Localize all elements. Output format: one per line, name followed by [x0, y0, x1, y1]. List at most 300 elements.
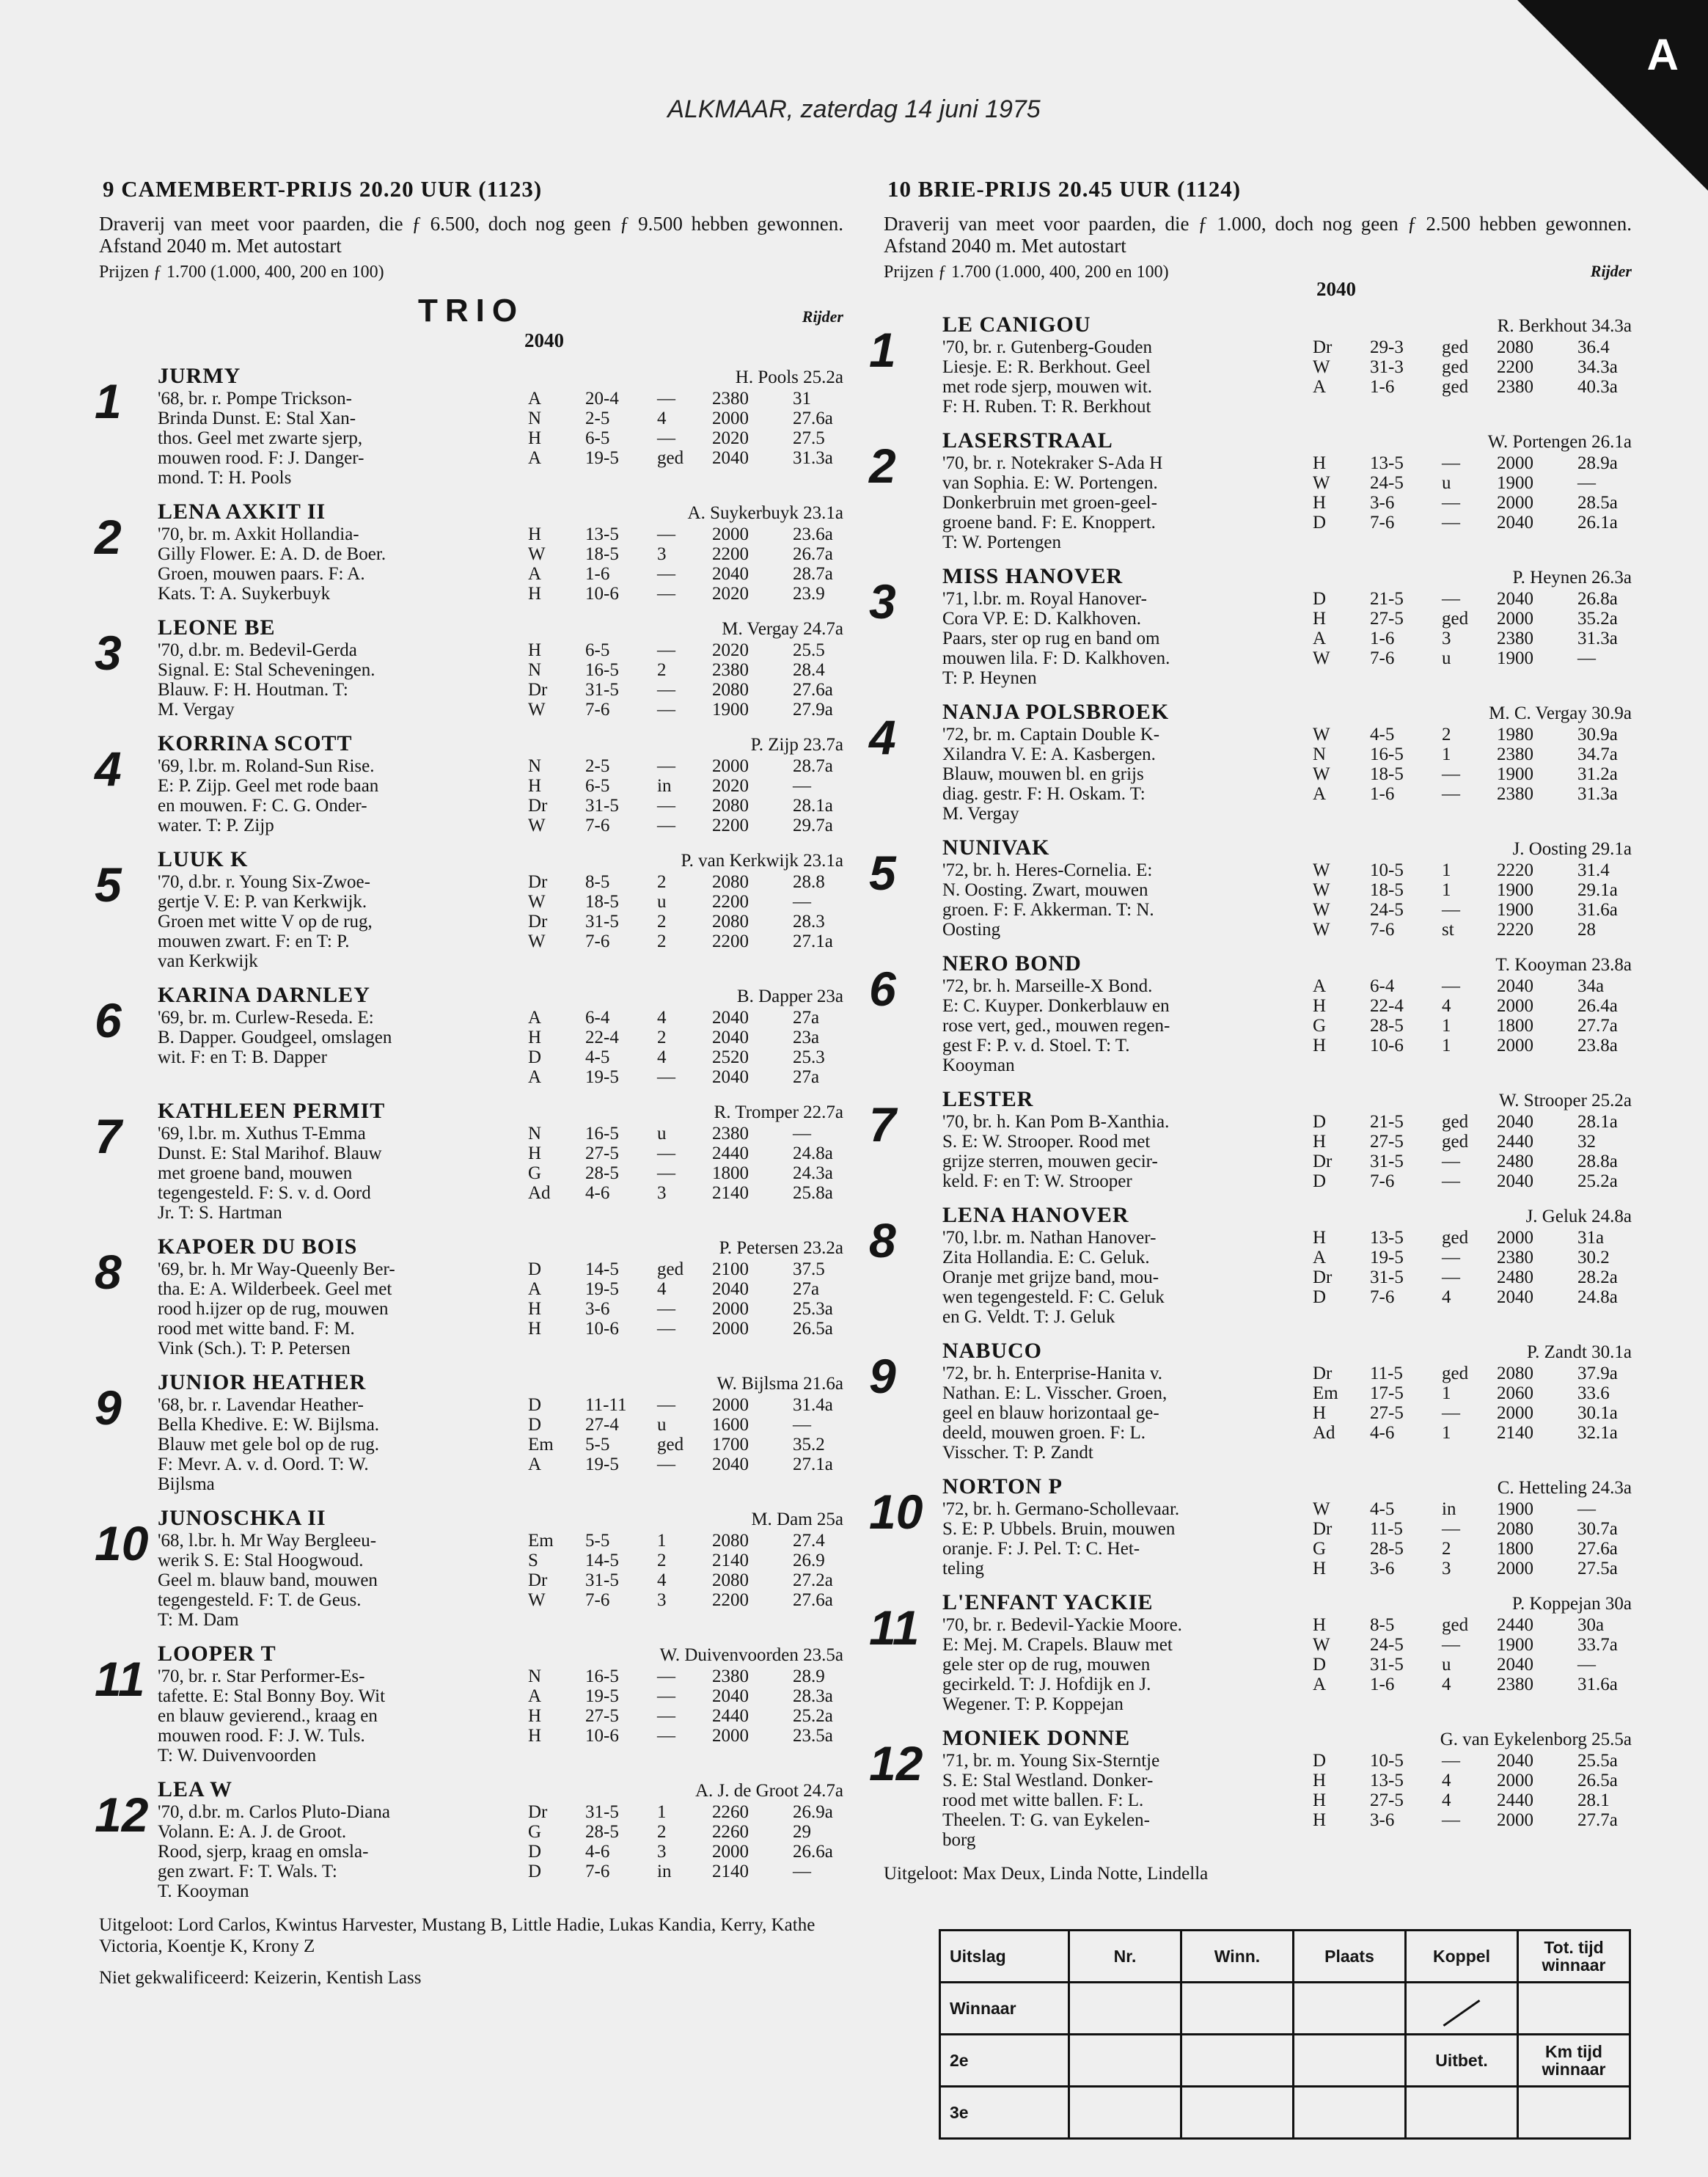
start-number: 1 [869, 323, 896, 377]
performance-cell: 2040 [712, 1279, 749, 1299]
performance-cell: D [528, 1862, 542, 1881]
performance-row [1313, 1132, 1632, 1152]
performance-cell: 35.2 [793, 1435, 825, 1455]
performance-cell: 10-6 [1370, 1036, 1404, 1055]
performance-row [528, 1319, 843, 1339]
performance-row [528, 640, 843, 660]
performance-row [1313, 1615, 1632, 1635]
performance-row [1313, 976, 1632, 996]
rider-record: P. Petersen 23.2a [719, 1238, 843, 1258]
performance-cell: W [528, 892, 546, 912]
info-line: Kats. T: A. Suykerbuyk [158, 584, 331, 604]
performance-cell: W [1313, 880, 1330, 900]
performance-cell: 28.1a [1577, 1112, 1618, 1132]
performance-cell: 28-5 [585, 1822, 619, 1842]
info-line: T. Kooyman [158, 1881, 249, 1901]
performance-cell: 28.3a [793, 1686, 833, 1706]
performance-cell: 4-5 [1370, 725, 1395, 744]
info-line: B. Dapper. Goudgeel, omslagen [158, 1028, 392, 1047]
performance-cell: 2040 [712, 448, 749, 468]
koppel-header: Koppel [1406, 1931, 1518, 1983]
performance-list [1313, 1228, 1632, 1327]
performance-row [528, 584, 843, 604]
horse-name: KAPOER DU BOIS [158, 1234, 358, 1259]
performance-cell: — [1442, 764, 1460, 784]
info-line: tafette. E: Stal Bonny Boy. Wit [158, 1686, 386, 1706]
plaats-header: Plaats [1294, 1931, 1406, 1983]
performance-cell: H [528, 1028, 542, 1047]
info-line: '69, l.br. m. Roland-Sun Rise. [158, 756, 375, 776]
performance-cell: W [1313, 1499, 1330, 1519]
performance-cell: H [528, 1319, 542, 1339]
performance-cell: 27-5 [1370, 1403, 1404, 1423]
performance-row [1313, 1383, 1632, 1403]
performance-row [528, 1706, 843, 1726]
result-cell[interactable] [1406, 2087, 1518, 2139]
performance-cell: 2200 [1497, 357, 1533, 377]
info-line: T: W. Duivenvoorden [158, 1746, 317, 1766]
performance-cell: — [1442, 1267, 1460, 1287]
performance-row [528, 1028, 843, 1047]
horse-entry [95, 1099, 843, 1223]
horse-entry [95, 1642, 843, 1766]
performance-cell: 21-5 [1370, 1112, 1404, 1132]
performance-cell: 2 [657, 1551, 667, 1570]
performance-cell: 27.7a [1577, 1810, 1618, 1830]
performance-list [1313, 589, 1632, 688]
performance-cell: 3-6 [1370, 493, 1395, 513]
start-number: 4 [869, 710, 896, 764]
performance-row [528, 660, 843, 680]
performance-cell: 2 [657, 872, 667, 892]
start-number: 7 [95, 1109, 122, 1163]
performance-cell: — [657, 816, 675, 835]
info-line: Paars, ster op rug en band om [942, 629, 1160, 648]
performance-cell: 13-5 [1370, 1771, 1404, 1790]
performance-cell: 2080 [1497, 1519, 1533, 1539]
result-cell[interactable] [1181, 1983, 1294, 2035]
horse-entry [869, 312, 1632, 417]
race-prizes: Prijzen ƒ 1.700 (1.000, 400, 200 en 100) [99, 263, 384, 282]
performance-cell: W [1313, 860, 1330, 880]
horse-entry [869, 428, 1632, 552]
start-number: 2 [869, 439, 896, 493]
info-line: groen. F: F. Akkerman. T: N. [942, 900, 1154, 920]
performance-cell: A [528, 564, 542, 584]
info-line: gest F: P. v. d. Stoel. T: T. [942, 1036, 1130, 1055]
info-line: '70, br. h. Kan Pom B-Xanthia. [942, 1112, 1170, 1132]
result-cell[interactable] [1518, 2087, 1630, 2139]
distance-label: 2040 [1316, 278, 1356, 300]
rider-record: H. Pools 25.2a [735, 367, 843, 387]
performance-cell: Dr [528, 796, 548, 816]
entry-header [942, 951, 1632, 976]
performance-cell: 2000 [1497, 1810, 1533, 1830]
performance-row [1313, 880, 1632, 900]
performance-row [528, 564, 843, 584]
horse-info [158, 1802, 528, 1901]
info-line: van Sophia. E: W. Portengen. [942, 473, 1158, 493]
performance-list [1313, 1499, 1632, 1578]
performance-cell: 2040 [712, 1028, 749, 1047]
info-line: '72, br. m. Captain Double K- [942, 725, 1160, 744]
performance-cell: 2260 [712, 1822, 749, 1842]
performance-cell: 2440 [1497, 1132, 1533, 1152]
info-line: Gilly Flower. E: A. D. de Boer. [158, 544, 386, 564]
result-cell[interactable] [1069, 2035, 1181, 2087]
performance-cell: 2140 [712, 1862, 749, 1881]
performance-cell: — [793, 1124, 811, 1144]
performance-cell: u [1442, 648, 1451, 668]
performance-cell: H [1313, 1559, 1327, 1578]
entry-body [158, 756, 843, 835]
performance-cell: 11-11 [585, 1395, 627, 1415]
performance-row [528, 1259, 843, 1279]
performance-cell: 1800 [1497, 1016, 1533, 1036]
performance-cell: 1-6 [1370, 377, 1395, 397]
horse-info [942, 1499, 1313, 1578]
performance-cell: 26.1a [1577, 513, 1618, 533]
horse-info [942, 1615, 1313, 1714]
horse-name: NUNIVAK [942, 835, 1050, 860]
performance-cell: 2440 [712, 1706, 749, 1726]
performance-row [1313, 764, 1632, 784]
performance-cell: 1 [657, 1531, 667, 1551]
performance-cell: 2 [1442, 1539, 1451, 1559]
performance-cell: 19-5 [585, 1686, 619, 1706]
info-line: Brinda Dunst. E: Stal Xan- [158, 409, 356, 428]
performance-cell: A [1313, 784, 1327, 804]
performance-row [528, 1726, 843, 1746]
performance-cell: 27.6a [1577, 1539, 1618, 1559]
performance-cell: 7-6 [585, 1590, 610, 1610]
performance-cell: ged [657, 448, 684, 468]
performance-cell: 2000 [1497, 1228, 1533, 1248]
result-cell[interactable] [1181, 2087, 1294, 2139]
performance-cell: 28.8a [1577, 1152, 1618, 1171]
performance-row [528, 872, 843, 892]
performance-cell: 25.5 [793, 640, 825, 660]
info-line: S. E: Stal Westland. Donker- [942, 1771, 1154, 1790]
rider-record: M. C. Vergay 30.9a [1489, 703, 1632, 723]
performance-cell: — [657, 1666, 675, 1686]
performance-cell: — [1442, 1171, 1460, 1191]
performance-cell: 26.7a [793, 544, 833, 564]
uitgeloot-note: Uitgeloot: Max Deux, Linda Notte, Lindella [884, 1864, 1209, 1884]
performance-cell: 4-6 [585, 1842, 610, 1862]
performance-cell: 28.2a [1577, 1267, 1618, 1287]
performance-cell: N [528, 756, 542, 776]
performance-cell: 31.3a [1577, 629, 1618, 648]
result-cell[interactable] [1294, 2035, 1406, 2087]
entry-body [158, 1666, 843, 1766]
result-cell[interactable] [1294, 2087, 1406, 2139]
performance-cell: W [1313, 357, 1330, 377]
info-line: '71, br. m. Young Six-Sterntje [942, 1751, 1160, 1771]
performance-row [1313, 377, 1632, 397]
performance-cell: Em [528, 1435, 554, 1455]
performance-cell: 23.8a [1577, 1036, 1618, 1055]
info-line: mouwen rood. F: J. W. Tuls. [158, 1726, 365, 1746]
performance-cell: 2000 [712, 1299, 749, 1319]
performance-cell: 2100 [712, 1259, 749, 1279]
rider-record: A. Suykerbuyk 23.1a [687, 503, 843, 523]
performance-cell: 2520 [712, 1047, 749, 1067]
entry-body [942, 1364, 1632, 1463]
performance-cell: 27-5 [1370, 1132, 1404, 1152]
info-line: E: C. Kuyper. Donkerblauw en [942, 996, 1170, 1016]
performance-row [528, 1183, 843, 1203]
performance-cell: A [1313, 377, 1327, 397]
performance-cell: 2040 [712, 564, 749, 584]
info-line: rose vert, ged., mouwen regen- [942, 1016, 1170, 1036]
performance-row [1313, 860, 1632, 880]
horse-entry [95, 1370, 843, 1494]
horse-info [942, 1112, 1313, 1191]
performance-cell: A [1313, 1248, 1327, 1267]
performance-cell: W [528, 816, 546, 835]
performance-cell: 4 [657, 1047, 667, 1067]
performance-cell: 24.8a [1577, 1287, 1618, 1307]
performance-cell: — [657, 1686, 675, 1706]
performance-cell: — [657, 1163, 675, 1183]
info-line: E: P. Zijp. Geel met rode baan [158, 776, 379, 796]
performance-cell: — [657, 1319, 675, 1339]
result-cell[interactable] [1069, 1983, 1181, 2035]
info-line: mouwen zwart. F: en T: P. [158, 932, 350, 951]
performance-cell: 29 [793, 1822, 811, 1842]
performance-list [1313, 1751, 1632, 1850]
performance-row [1313, 473, 1632, 493]
info-line: Liesje. E: R. Berkhout. Geel [942, 357, 1151, 377]
third-label: 3e [940, 2087, 1069, 2139]
performance-row [528, 1590, 843, 1610]
info-line: Blauw met gele bol op de rug. [158, 1435, 380, 1455]
performance-cell: A [528, 1455, 542, 1474]
performance-cell: 10-5 [1370, 1751, 1404, 1771]
performance-cell: 27-5 [585, 1706, 619, 1726]
performance-cell: 1-6 [585, 564, 610, 584]
performance-row [1313, 1519, 1632, 1539]
rider-record: P. Zijp 23.7a [750, 735, 843, 755]
performance-cell: 1800 [1497, 1539, 1533, 1559]
performance-cell: D [1313, 1655, 1327, 1675]
performance-cell: ged [657, 1435, 684, 1455]
horse-info [942, 1364, 1313, 1463]
performance-cell: 28.4 [793, 660, 825, 680]
performance-row [1313, 1655, 1632, 1675]
performance-cell: 27.5a [1577, 1559, 1618, 1578]
second-label: 2e [940, 2035, 1069, 2087]
performance-cell: st [1442, 920, 1454, 940]
performance-cell: Ad [528, 1183, 551, 1203]
performance-cell: 1 [1442, 880, 1451, 900]
performance-row [528, 544, 843, 564]
performance-cell: 2200 [712, 544, 749, 564]
result-cell[interactable] [1518, 1983, 1630, 2035]
performance-cell: 2040 [1497, 589, 1533, 609]
performance-cell: 2440 [1497, 1615, 1533, 1635]
performance-cell: 2 [657, 932, 667, 951]
performance-list [528, 1666, 843, 1766]
horse-name: MONIEK DONNE [942, 1726, 1131, 1750]
performance-cell: 1900 [1497, 473, 1533, 493]
performance-cell: — [1442, 589, 1460, 609]
performance-cell: 3 [657, 1590, 667, 1610]
performance-list [528, 1802, 843, 1901]
performance-cell: 2220 [1497, 920, 1533, 940]
performance-row [528, 1435, 843, 1455]
performance-cell: 23.5a [793, 1726, 833, 1746]
info-line: thos. Geel met zwarte sjerp, [158, 428, 363, 448]
performance-cell: 11-5 [1370, 1519, 1403, 1539]
horse-name: LASERSTRAAL [942, 428, 1113, 453]
performance-row [1313, 1364, 1632, 1383]
performance-cell: 2480 [1497, 1152, 1533, 1171]
entry-body [942, 1228, 1632, 1327]
horse-info [942, 1228, 1313, 1327]
entry-header [942, 1590, 1632, 1615]
performance-cell: H [1313, 453, 1327, 473]
info-line: '72, br. h. Enterprise-Hanita v. [942, 1364, 1163, 1383]
slash-mark [1443, 1999, 1481, 2027]
performance-cell: 28 [1577, 920, 1596, 940]
performance-cell: 31.6a [1577, 1675, 1618, 1694]
performance-cell: — [657, 584, 675, 604]
entry-body [158, 872, 843, 971]
performance-cell: 13-5 [1370, 453, 1404, 473]
performance-cell: A [528, 1067, 542, 1087]
performance-cell: Dr [528, 872, 548, 892]
horse-entry [95, 847, 843, 971]
info-line: gecirkeld. T: J. Hofdijk en J. [942, 1675, 1151, 1694]
performance-cell: 30.7a [1577, 1519, 1618, 1539]
entry-header [158, 615, 843, 640]
horse-entry [869, 700, 1632, 824]
performance-cell: ged [1442, 1228, 1469, 1248]
performance-cell: H [528, 584, 542, 604]
performance-row [528, 1124, 843, 1144]
performance-cell: — [1442, 784, 1460, 804]
performance-cell: 1-6 [1370, 784, 1395, 804]
performance-cell: 4 [1442, 1675, 1451, 1694]
performance-row [528, 524, 843, 544]
performance-cell: 2380 [712, 1124, 749, 1144]
info-line: mouwen lila. F: D. Kalkhoven. [942, 648, 1170, 668]
performance-cell: — [1442, 513, 1460, 533]
performance-cell: 18-5 [1370, 880, 1404, 900]
performance-cell: — [657, 1299, 675, 1319]
result-cell[interactable] [1181, 2035, 1294, 2087]
performance-cell: 2200 [712, 1590, 749, 1610]
start-number: 1 [95, 374, 122, 428]
performance-row [528, 1067, 843, 1087]
performance-cell: 10-6 [585, 1319, 619, 1339]
performance-cell: 2000 [712, 409, 749, 428]
performance-cell: 26.4a [1577, 996, 1618, 1016]
result-cell[interactable] [1069, 2087, 1181, 2139]
performance-cell: 24-5 [1370, 473, 1404, 493]
performance-cell: 2000 [1497, 1771, 1533, 1790]
result-cell[interactable] [1294, 1983, 1406, 2035]
performance-cell: 2380 [712, 389, 749, 409]
info-line: gertje V. E: P. van Kerkwijk. [158, 892, 367, 912]
info-line: Xilandra V. E: A. Kasbergen. [942, 744, 1156, 764]
performance-cell: — [1442, 1152, 1460, 1171]
horse-entry [869, 835, 1632, 940]
info-line: F: H. Ruben. T: R. Berkhout [942, 397, 1151, 417]
performance-cell: 2 [657, 1028, 667, 1047]
performance-cell: 27-5 [1370, 609, 1404, 629]
performance-list [1313, 453, 1632, 552]
performance-row [528, 448, 843, 468]
performance-cell: 3 [657, 544, 667, 564]
performance-cell: 32.1a [1577, 1423, 1618, 1443]
info-line: grijze sterren, mouwen gecir- [942, 1152, 1158, 1171]
performance-cell: 28-5 [585, 1163, 619, 1183]
start-number: 6 [95, 993, 122, 1047]
performance-cell: 37.5 [793, 1259, 825, 1279]
info-line: '72, br. h. Marseille-X Bond. [942, 976, 1153, 996]
performance-cell: 26.9 [793, 1551, 825, 1570]
performance-cell: — [1577, 1499, 1596, 1519]
performance-cell: 2020 [712, 428, 749, 448]
race-description: Draverij van meet voor paarden, die ƒ 6.500, doch nog geen ƒ 9.500 hebben gewonnen. Afstand 2040 m. Met autostart [99, 213, 843, 257]
entry-body [942, 337, 1632, 417]
horse-entry [95, 615, 843, 720]
horse-info [158, 872, 528, 971]
performance-cell: D [1313, 513, 1327, 533]
entry-body [942, 725, 1632, 824]
performance-cell: 31-3 [1370, 357, 1404, 377]
horse-info [158, 1124, 528, 1223]
performance-cell: H [528, 776, 542, 796]
entry-body [158, 1395, 843, 1494]
winnaar-label: Winnaar [940, 1983, 1069, 2035]
horse-name: LESTER [942, 1087, 1034, 1111]
performance-cell: W [1313, 900, 1330, 920]
performance-cell: 28.1 [1577, 1790, 1610, 1810]
performance-cell: A [528, 448, 542, 468]
start-number: 9 [95, 1380, 122, 1435]
horse-name: LENA HANOVER [942, 1203, 1129, 1227]
info-line: werik S. E: Stal Hoogwoud. [158, 1551, 364, 1570]
performance-row [528, 680, 843, 700]
performance-cell: 22-4 [585, 1028, 619, 1047]
performance-row [1313, 1771, 1632, 1790]
entry-body [942, 453, 1632, 552]
performance-cell: — [1442, 976, 1460, 996]
performance-cell: 2080 [1497, 1364, 1533, 1383]
performance-list [528, 1259, 843, 1358]
rider-record: W. Bijlsma 21.6a [716, 1374, 843, 1394]
horse-entry [869, 951, 1632, 1075]
performance-cell: H [1313, 1810, 1327, 1830]
start-number: 8 [869, 1213, 896, 1267]
performance-cell: 28-5 [1370, 1539, 1404, 1559]
performance-cell: 28.7a [793, 756, 833, 776]
performance-cell: 2200 [712, 892, 749, 912]
performance-cell: 27.7a [1577, 1016, 1618, 1036]
performance-cell: 19-5 [585, 448, 619, 468]
horse-info [158, 1531, 528, 1630]
performance-cell: — [657, 1067, 675, 1087]
info-line: '70, l.br. m. Nathan Hanover- [942, 1228, 1157, 1248]
horse-entry [869, 564, 1632, 688]
entry-header [158, 1370, 843, 1395]
performance-cell: 31a [1577, 1228, 1605, 1248]
horse-name: L'ENFANT YACKIE [942, 1590, 1154, 1614]
